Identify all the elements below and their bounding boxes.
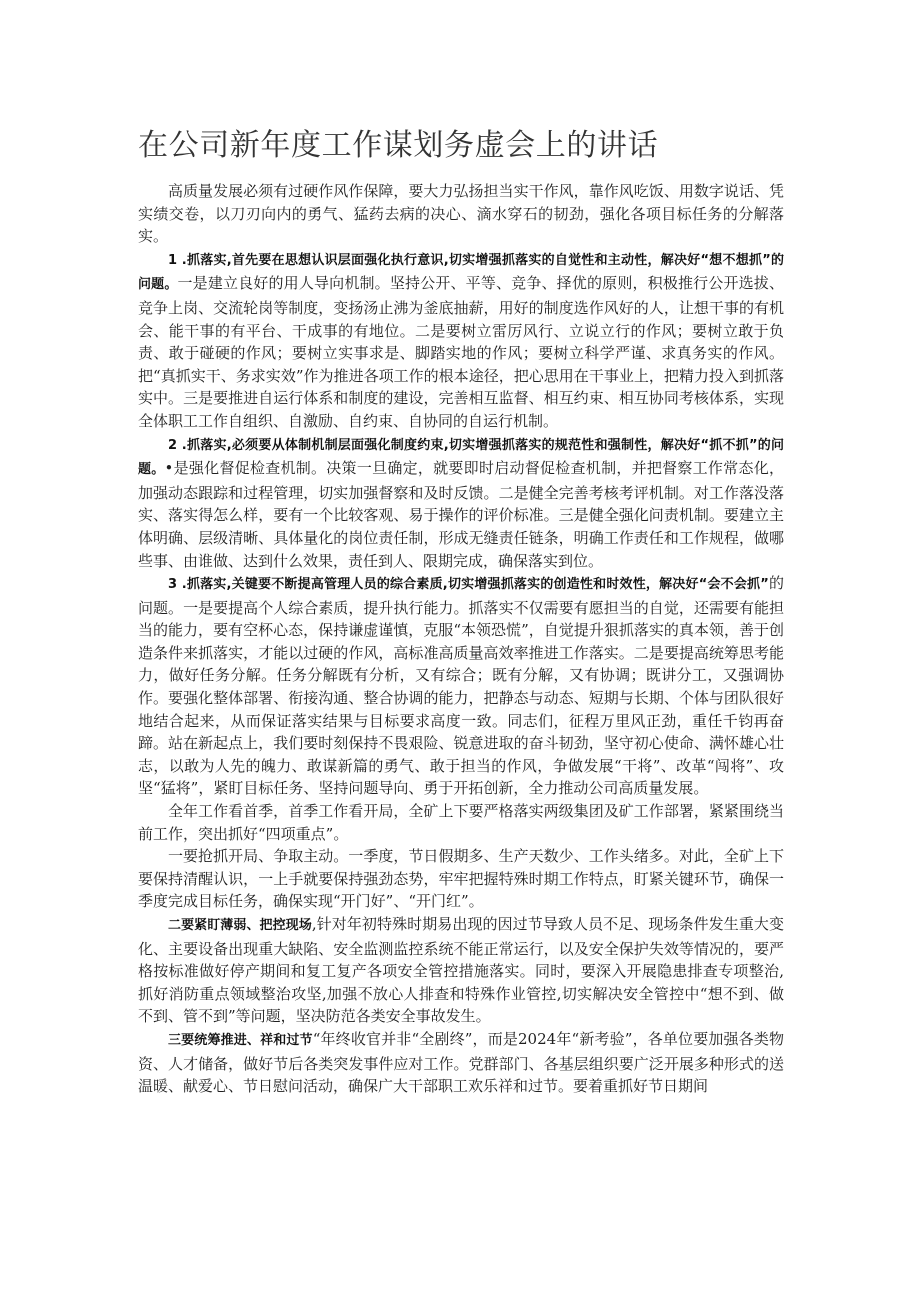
- paragraph-text: 的问题。一是要提高个人综合素质，提升执行能力。抓落实不仅需要有愿担当的自觉，还需要有能担当的能力，要有空杯心态，保持谦虚谨慎，克服“本领恐慌”，自觉提升狠抓落实的真本领，善于创造条件来抓落实，才能以过硬的作风，高标准高质量高效率推进工作落实。二是要提高统筹思考能力，做好任务分解。任务分解既有分析，又有综合；既有分解，又有协调；既讲分工，又强调协作。要强化整体部署、衔接沟通、整合协调的能力，把静态与动态、短期与长期、个体与团队很好地结合起来，从而保证落实结果与目标要求高度一致。同志们，征程万里风正劲，重任千钧再奋蹄。站在新起点上，我们要时刻保持不畏艰险、锐意进取的奋斗韧劲，坚守初心使命、满怀雄心壮志，以敢为人先的魄力、敢谋新篇的勇气、敢于担当的作风，争做发展“干将”、改革“闯将”、攻坚“猛将”，紧盯目标任务、坚持问题导向、勇于开拓创新，全力推动公司高质量发展。: [138, 574, 784, 798]
- paragraph-text: 一是建立良好的用人导向机制。坚持公开、平等、竞争、择优的原则，积极推行公开选拔、竞争上岗、交流轮岗等制度，变扬汤止沸为釜底抽薪，用好的制度选作风好的人，让想干事的有机会、能干事的有平台、干成事的有地位。二是要树立雷厉风行、立说立行的作风；要树立敢于负责、敢于碰硬的作风；要树立实事求是、脚踏实地的作风；要树立科学严谨、求真务实的作风。把“真抓实干、务求实效”作为推进各项工作的根本途径，把心思用在干事业上，把精力投入到抓落实中。三是要推进自运行体系和制度的建设，完善相互监督、相互约束、相互协同考核体系，实现全体职工工作自组织、自激励、自约束、自协同的自运行机制。: [138, 274, 784, 430]
- paragraph-focus-1: [138, 845, 784, 913]
- paragraph-point-2: [138, 433, 784, 573]
- paragraph-intro: [138, 180, 784, 248]
- paragraph-lead: 3 .抓落实,关键要不断提高管理人员的综合素质,切实增强抓落实的创造性和时效性，解决好“会不会抓”: [168, 577, 769, 593]
- paragraph-lead: 1 .抓落实,首先要在思想认识层面强化执行意识,切实增强抓落实的自觉性和主动性，解决好“想不想抓”的问题。: [138, 252, 784, 293]
- paragraph-point-1: [138, 248, 784, 433]
- paragraph-text: 高质量发展必须有过硬作风作保障，要大力弘扬担当实干作风，靠作风吃饭、用数字说话、凭实绩交卷，以刀刃向内的勇气、猛药去病的决心、滴水穿石的韧劲，强化各项目标任务的分解落实。: [138, 182, 784, 246]
- paragraph-focus-3: [138, 1028, 784, 1098]
- document-title: 在公司新年度工作谋划务虚会上的讲话: [138, 128, 659, 163]
- paragraph-lead: 三要统筹推进、祥和过节: [168, 1032, 313, 1048]
- paragraph-text: 全年工作看首季，首季工作看开局，全矿上下要严格落实两级集团及矿工作部署，紧紧围绕当前工作，突出抓好“四项重点”。: [138, 802, 784, 843]
- paragraph-point-3: [138, 572, 784, 800]
- paragraph-focus-2: [138, 913, 784, 1028]
- document-body: [138, 180, 784, 1098]
- paragraph-text: “年终收官并非“全剧终”，而是2024年“新考验”，各单位要加强各类物资、人才储备，做好节后各类突发事件应对工作。党群部门、各基层组织要广泛开展多种形式的送温暖、献爱心、节日慰问活动，确保广大干部职工欢乐祥和过节。要着重抓好节日期间: [138, 1029, 784, 1096]
- paragraph-first-quarter: [138, 800, 784, 845]
- paragraph-text: •是强化督促检查机制。决策一旦确定，就要即时启动督促检查机制，并把督察工作常态化，加强动态跟踪和过程管理，切实加强督察和及时反馈。二是健全完善考核考评机制。对工作落没落实、落实得怎么样，要有一个比较客观、易于操作的评价标准。三是健全强化问责机制。要建立主体明确、层级清晰、具体量化的岗位责任制，形成无缝责任链条，明确工作责任和工作规程，做哪些事、由谁做、达到什么效果，责任到人、限期完成，确保落实到位。: [138, 459, 784, 570]
- paragraph-text: ,针对年初特殊时期易出现的因过节导致人员不足、现场条件发生重大变化、主要设备出现重大缺陷、安全监测监控系统不能正常运行，以及安全保护失效等情况的，要严格按标准做好停产期间和复工复产各项安全管控措施落实。同时，要深入开展隐患排查专项整治,抓好消防重点领域整治攻坚,加强不放心人排查和特殊作业管控,切实解决安全管控中“想不到、做不到、管不到”等问题，坚决防范各类安全事故发生。: [138, 915, 784, 1026]
- paragraph-lead: 二要紧盯薄弱、把控现场: [168, 918, 312, 933]
- paragraph-text: 一要抢抓开局、争取主动。一季度，节日假期多、生产天数少、工作头绪多。对此，全矿上下要保持清醒认识，一上手就要保持强劲态势，牢牢把握特殊时期工作特点，盯紧关键环节，确保一季度完成目标任务，确保实现“开门好”、“开门红”。: [138, 847, 784, 911]
- paragraph-lead: 2 .抓落实,必须要从体制机制层面强化制度约束,切实增强抓落实的规范性和强制性，解决好“抓不抓”的问题。: [138, 437, 784, 478]
